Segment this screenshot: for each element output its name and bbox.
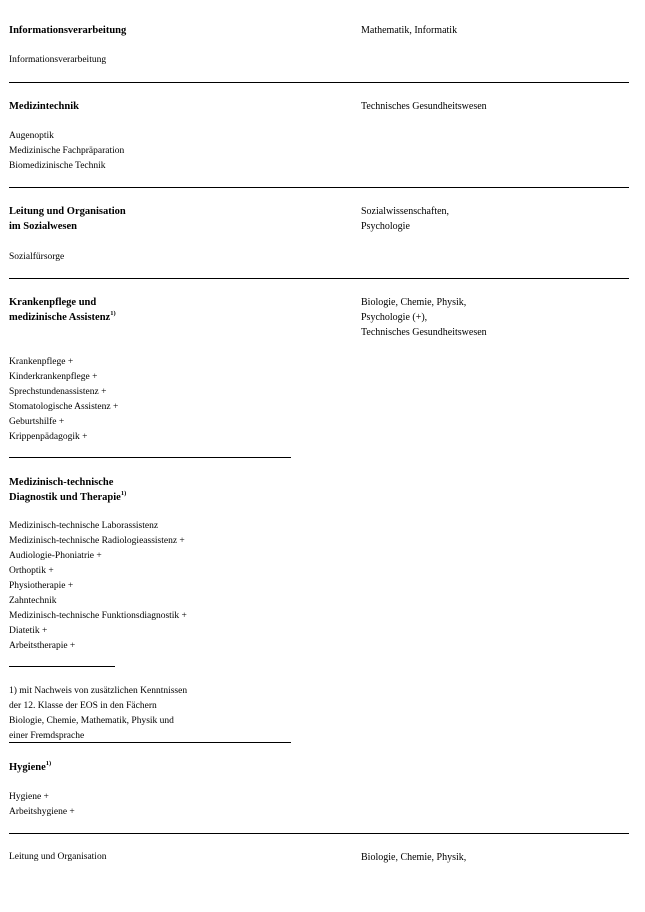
- footnote-line: einer Fremdsprache: [9, 731, 85, 741]
- list-item: Leitung und Organisation: [9, 852, 107, 862]
- list-item: Audiologie-Phoniatrie +: [9, 551, 102, 561]
- list-item: Biomedizinische Technik: [9, 161, 106, 171]
- list-item: Sprechstundenassistenz +: [9, 387, 107, 397]
- list-item: Stomatologische Assistenz +: [9, 402, 119, 412]
- divider: [9, 742, 291, 743]
- footnote-line: der 12. Klasse der EOS in den Fächern: [9, 701, 157, 711]
- list-item: Arbeitshygiene +: [9, 807, 75, 817]
- subjects-krankenpflege: Biologie, Chemie, Physik, Psychologie (+), Technisches Gesundheitswesen: [361, 297, 487, 338]
- list-item: Krippenpädagogik +: [9, 432, 88, 442]
- section-title-informationsverarbeitung: Informationsverarbeitung: [9, 25, 127, 36]
- list-item: Physiotherapie +: [9, 581, 74, 591]
- footnote-marker: 1): [120, 489, 127, 497]
- list-item: Geburtshilfe +: [9, 417, 65, 427]
- list-item: Sozialfürsorge: [9, 252, 65, 262]
- list-item: Zahntechnik: [9, 596, 57, 606]
- divider: [9, 833, 629, 834]
- section-title-hygiene: Hygiene$^{1)}$: [9, 759, 52, 773]
- section-title-krankenpflege: Krankenpflege und medizinische Assistenz$^{1)}$: [9, 297, 116, 323]
- divider: [9, 187, 629, 188]
- list-item: Medizinische Fachpräparation: [9, 146, 125, 156]
- footnote-marker: 1): [45, 759, 52, 767]
- divider: [9, 278, 629, 279]
- section-title-medizintechnik: Medizintechnik: [9, 101, 79, 112]
- list-item: Informationsverarbeitung: [9, 55, 107, 65]
- footnote-line: 1) mit Nachweis von zusätzlichen Kenntnissen: [9, 686, 188, 696]
- divider: [9, 457, 291, 458]
- subjects-leitung-sozialwesen: Sozialwissenschaften, Psychologie: [361, 206, 450, 232]
- subjects-informationsverarbeitung: Mathematik, Informatik: [361, 25, 458, 36]
- subjects-medizintechnik: Technisches Gesundheitswesen: [361, 101, 487, 112]
- section-title-leitung-sozialwesen: Leitung und Organisation im Sozialwesen: [9, 206, 126, 232]
- list-item: Orthoptik +: [9, 566, 54, 576]
- subjects-leitung-organisation: Biologie, Chemie, Physik,: [361, 852, 467, 863]
- list-item: Diatetik +: [9, 626, 48, 636]
- divider: [9, 82, 629, 83]
- list-item: Augenoptik: [9, 131, 54, 141]
- list-item: Kinderkrankenpflege +: [9, 372, 98, 382]
- footnote-line: Biologie, Chemie, Mathematik, Physik und: [9, 716, 174, 726]
- list-item: Krankenpflege +: [9, 357, 74, 367]
- list-item: Medizinisch-technische Radiologieassistenz +: [9, 536, 185, 546]
- section-title-diagnostik-therapie: Medizinisch-technische Diagnostik und Therapie$^{1)}$: [9, 477, 127, 503]
- footnote-separator: [9, 666, 115, 667]
- list-item: Arbeitstherapie +: [9, 641, 76, 651]
- footnote-marker: 1): [110, 309, 116, 317]
- list-item: Medizinisch-technische Laborassistenz: [9, 521, 159, 531]
- list-item: Hygiene +: [9, 792, 49, 802]
- list-item: Medizinisch-technische Funktionsdiagnostik +: [9, 611, 187, 621]
